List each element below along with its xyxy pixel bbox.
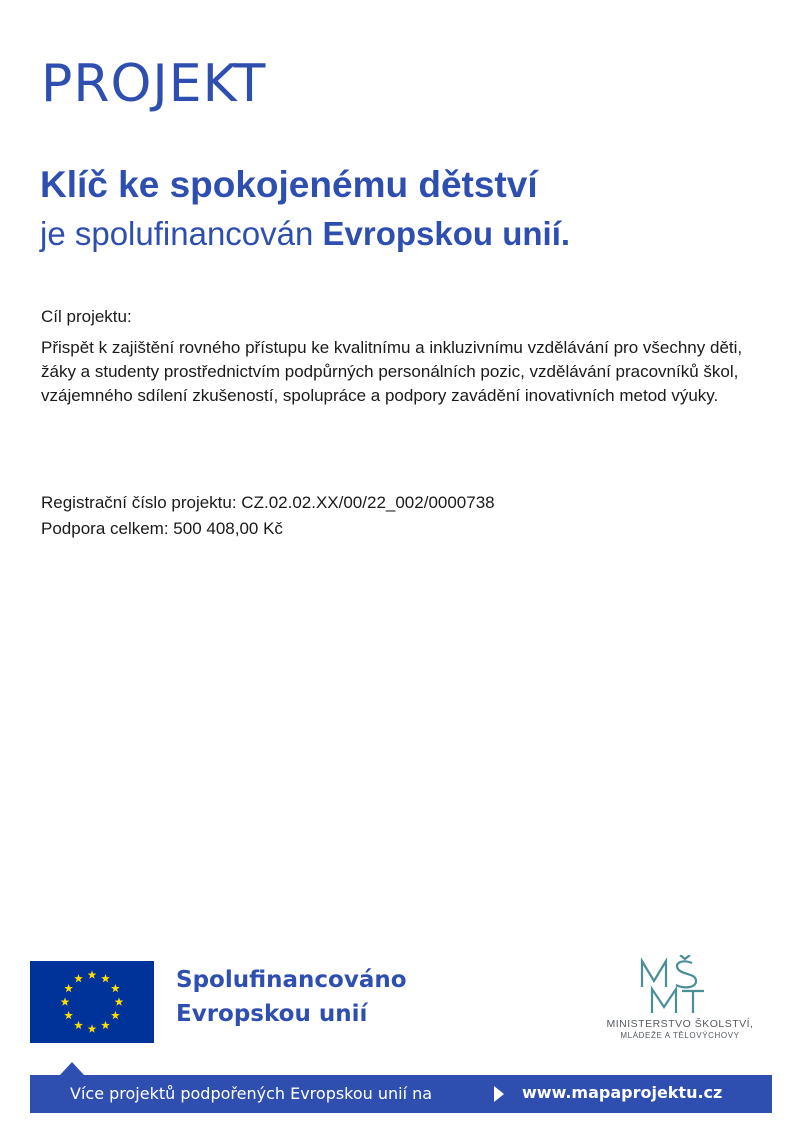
eu-flag-icon	[30, 961, 154, 1043]
play-arrow-icon	[494, 1086, 504, 1102]
ministry-name: MINISTERSTVO ŠKOLSTVÍ,	[606, 1018, 754, 1030]
subtitle-prefix: je spolufinancován	[40, 215, 323, 252]
project-title: Klíč ke spokojenému dětství	[40, 164, 538, 205]
footer-text: Více projektů podpořených Evropskou unií na	[70, 1084, 433, 1103]
eu-star-icon	[74, 1021, 83, 1029]
eu-star-icon	[101, 1021, 110, 1029]
eu-star-icon	[61, 997, 70, 1005]
subtitle-bold: Evropskou unií.	[322, 215, 571, 252]
eu-stars	[30, 961, 154, 1043]
msmt-mark-icon	[638, 955, 708, 1017]
ministry-logo	[590, 955, 770, 1045]
project-subtitle	[40, 214, 570, 254]
registration-number: Registrační číslo projektu: CZ.02.02.XX/00/22_002/0000738	[41, 493, 495, 512]
goal-label: Cíl projektu:	[41, 307, 132, 326]
ministry-subname: MLÁDEŽE A TĚLOVÝCHOVY	[620, 1031, 740, 1040]
eu-star-icon	[88, 1024, 97, 1032]
eu-star-icon	[115, 997, 124, 1005]
eu-star-icon	[74, 974, 83, 982]
eu-text-line1: Spolufinancováno	[176, 967, 407, 993]
footer-bar	[30, 1075, 772, 1113]
support-total: Podpora celkem: 500 408,00 Kč	[41, 519, 283, 538]
eu-star-icon	[111, 984, 120, 992]
eu-star-icon	[64, 984, 73, 992]
registration-info	[41, 490, 495, 542]
eu-star-icon	[88, 970, 97, 978]
footer-link[interactable]: www.mapaprojektu.cz	[522, 1083, 723, 1102]
footer-notch	[60, 1062, 84, 1075]
eu-star-icon	[101, 974, 110, 982]
page-heading: PROJEKT	[41, 54, 267, 114]
goal-text: Přispět k zajištění rovného přístupu ke kvalitnímu a inkluzivnímu vzdělávání pro všechny děti, žáky a studenty prostřednictvím podpůrných personálních pozic, vzdělávání pracovníků škol, vzájemného sdílení zkušeností, spolupráce a podpory zavádění inovativních metod výuky.	[41, 338, 743, 405]
eu-star-icon	[111, 1011, 120, 1019]
eu-cofinanced-text	[176, 963, 407, 1031]
eu-star-icon	[64, 1011, 73, 1019]
eu-text-line2: Evropskou unií	[176, 1001, 368, 1027]
